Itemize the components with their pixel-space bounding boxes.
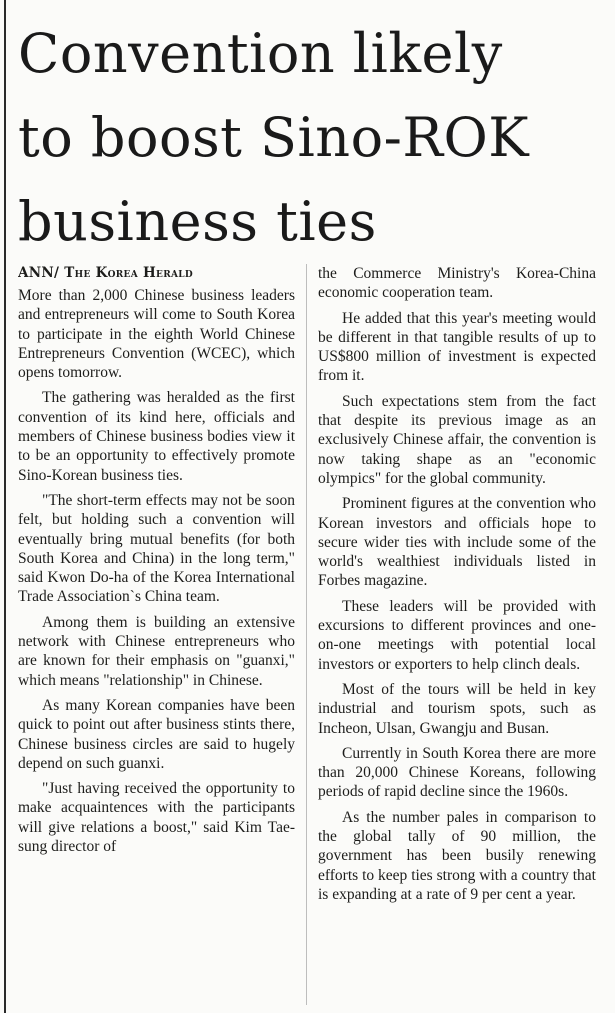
byline bbox=[18, 264, 295, 283]
paragraph-continuation: the Commerce Ministry's Korea-China economic cooperation team. bbox=[318, 265, 596, 302]
paragraph: More than 2,000 Chinese business leaders and entrepreneurs will come to South Korea to participate in the eighth World Chinese Entrepreneurs Convention (WCEC), which opens tomorrow. bbox=[18, 287, 295, 382]
paragraph: Prominent figures at the convention who Korean investors and officials hope to secure wider ties with include some of the world's wealthiest individuals listed in Forbes magazine. bbox=[318, 495, 596, 590]
paragraph: Currently in South Korea there are more than 20,000 Chinese Koreans, following periods of rapid decline since the 1960s. bbox=[318, 744, 596, 801]
article-column-left bbox=[18, 264, 295, 1005]
headline-line: to boost Sino-ROK bbox=[18, 106, 530, 169]
byline-source: The Korea Herald bbox=[64, 265, 194, 281]
paragraph: He added that this year's meeting would be different in that tangible results of up to US$800 million of investment is expected from it. bbox=[318, 309, 596, 385]
paragraph: The gathering was heralded as the first convention of its kind here, officials and members of Chinese business bodies view it to be an opportunity to effectively promote Sino-Korean business ties. bbox=[18, 389, 295, 484]
paragraph: Among them is building an extensive network with Chinese entrepreneurs who are known for their emphasis on "guanxi," which means "relationship" in Chinese. bbox=[18, 613, 295, 689]
paragraph: "The short-term effects may not be soon felt, but holding such a convention will eventually bring mutual benefits (for both South Korea and China) in the long term," said Kwon Do-ha of the Korea International Trade Association`s China team. bbox=[18, 491, 295, 606]
article-column-right bbox=[318, 264, 596, 1005]
paragraph: These leaders will be provided with excursions to different provinces and one-on-one meetings with potential local investors or exporters to help clinch deals. bbox=[318, 597, 596, 673]
headline-line: Convention likely bbox=[18, 22, 503, 85]
left-column-rule bbox=[4, 0, 6, 1013]
paragraph: As the number pales in comparison to the global tally of 90 million, the government has been busily renewing efforts to keep ties strong with a country that is expanding at a rate of 9 per cent a year. bbox=[318, 808, 596, 903]
article-headline bbox=[18, 12, 608, 264]
paragraph: As many Korean companies have been quick to point out after business stints there, Chinese business circles are said to hugely depend on such guanxi. bbox=[18, 696, 295, 772]
byline-agency: ANN/ bbox=[18, 265, 60, 281]
paragraph: Most of the tours will be held in key industrial and tourism spots, such as Incheon, Ulsan, Gwangju and Busan. bbox=[318, 680, 596, 737]
column-gutter-rule bbox=[306, 264, 307, 1005]
headline-line: business ties bbox=[18, 190, 377, 253]
paragraph: Such expectations stem from the fact that despite its previous image as an exclusively Chinese affair, the convention is now taking shape as an "economic olympics" for the global community. bbox=[318, 392, 596, 487]
paragraph: "Just having received the opportunity to make acquaintences with the participants will give relations a boost," said Kim Tae-sung director of bbox=[18, 780, 295, 856]
